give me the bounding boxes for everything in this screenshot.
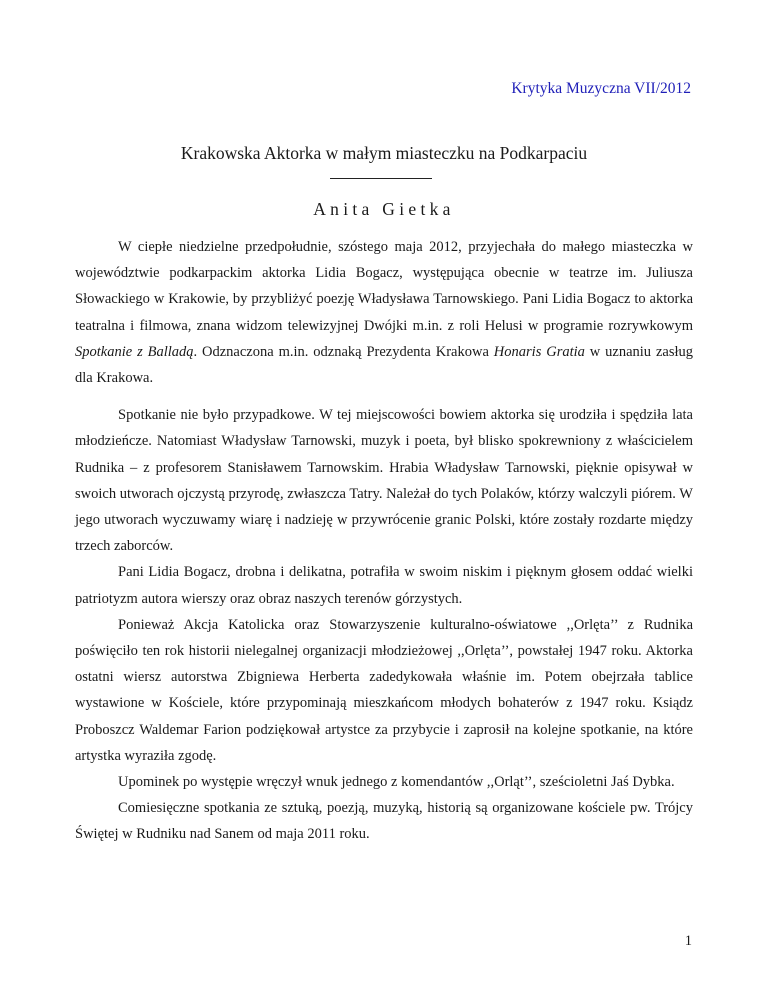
paragraph-text: Comiesięczne spotkania ze sztuką, poezją, muzyką, historią są organizowane kościele pw. Trójcy Świętej w Rudniku nad Sanem od maja 2011 roku. <box>75 800 693 843</box>
body-paragraph <box>75 234 693 391</box>
page-number: 1 <box>684 933 692 949</box>
italic-title-text: Honaris Gratia <box>493 343 585 360</box>
article-author: Anita Gietka <box>313 199 455 219</box>
article-title: Krakowska Aktorka w małym miasteczku na Podkarpaciu <box>180 143 588 163</box>
paragraph-text: Spotkanie nie było przypadkowe. W tej miejscowości bowiem aktorka się urodziła i spędziła lata młodzieńcze. Natomiast Władysław Tarnowski, muzyk i poeta, był blisko spokrewniony z właścicielem Rudnika – z profesorem Stanisławem Tarnowskim. Hrabia Władysław Tarnowski, pięknie opisywał w swoich utworach ojczystą przyrodę, zwłaszcza Tatry. Należał do tych Polaków, którzy walczyli piórem. W jego utworach wyczuwamy wiarę i nadzieję w przywrócenie granic Polski, które zostały rozdarte między trzech zaborców. <box>75 407 693 555</box>
body-paragraph <box>75 769 693 795</box>
paragraph-text: W ciepłe niedzielne przedpołudnie, szóstego maja 2012, przyjechała do małego miasteczka w województwie podkarpackim aktorka Lidia Bogacz, występująca obecnie w teatrze im. Juliusza Słowackiego w Krakowie, by przybliżyć poezję Władysława Tarnowskiego. Pani Lidia Bogacz to aktorka teatralna i filmowa, znana widzom telewizyjnej Dwójki m.in. z roli Helusi w programie rozrywkowym <box>75 239 693 334</box>
body-paragraph <box>75 402 693 559</box>
paragraph-text: Upominek po występie wręczył wnuk jednego z komendantów ,,Orląt’’, sześcioletni Jaś Dybka. <box>118 774 675 791</box>
italic-title-text: Spotkanie z Balladą <box>75 343 194 360</box>
article-body <box>75 234 693 848</box>
body-paragraph <box>75 612 693 769</box>
paragraph-text: . Odznaczona m.in. odznaką Prezydenta Krakowa <box>193 343 494 360</box>
paragraph-text: Ponieważ Akcja Katolicka oraz Stowarzyszenie kulturalno-oświatowe ,,Orlęta’’ z Rudnika poświęciło ten rok historii nielegalnej organizacji młodzieżowej ,,Orlęta’’, powstałej 1947 roku. Aktorka ostatni wiersz autorstwa Zbigniewa Herberta zadedykowała właśnie im. Potem obejrzała tablice wystawione w Kościele, które przypominają mieszkańcom młodych bohaterów z 1947 roku. Ksiądz Proboszcz Waldemar Farion podziękował artystce za przybycie i zaprosił na kolejne spotkanie, na które artystka wyraziła zgodę. <box>75 616 693 764</box>
publication-header: Krytyka Muzyczna VII/2012 <box>511 80 691 97</box>
body-paragraph <box>75 795 693 847</box>
body-paragraph <box>75 559 693 611</box>
paragraph-text: Pani Lidia Bogacz, drobna i delikatna, potrafiła w swoim niskim i pięknym głosem oddać wielki patriotyzm autora wierszy oraz obraz naszych terenów górzystych. <box>75 564 693 607</box>
paragraph-text: w uznaniu zasług dla Krakowa. <box>75 343 693 387</box>
title-divider <box>330 178 432 179</box>
